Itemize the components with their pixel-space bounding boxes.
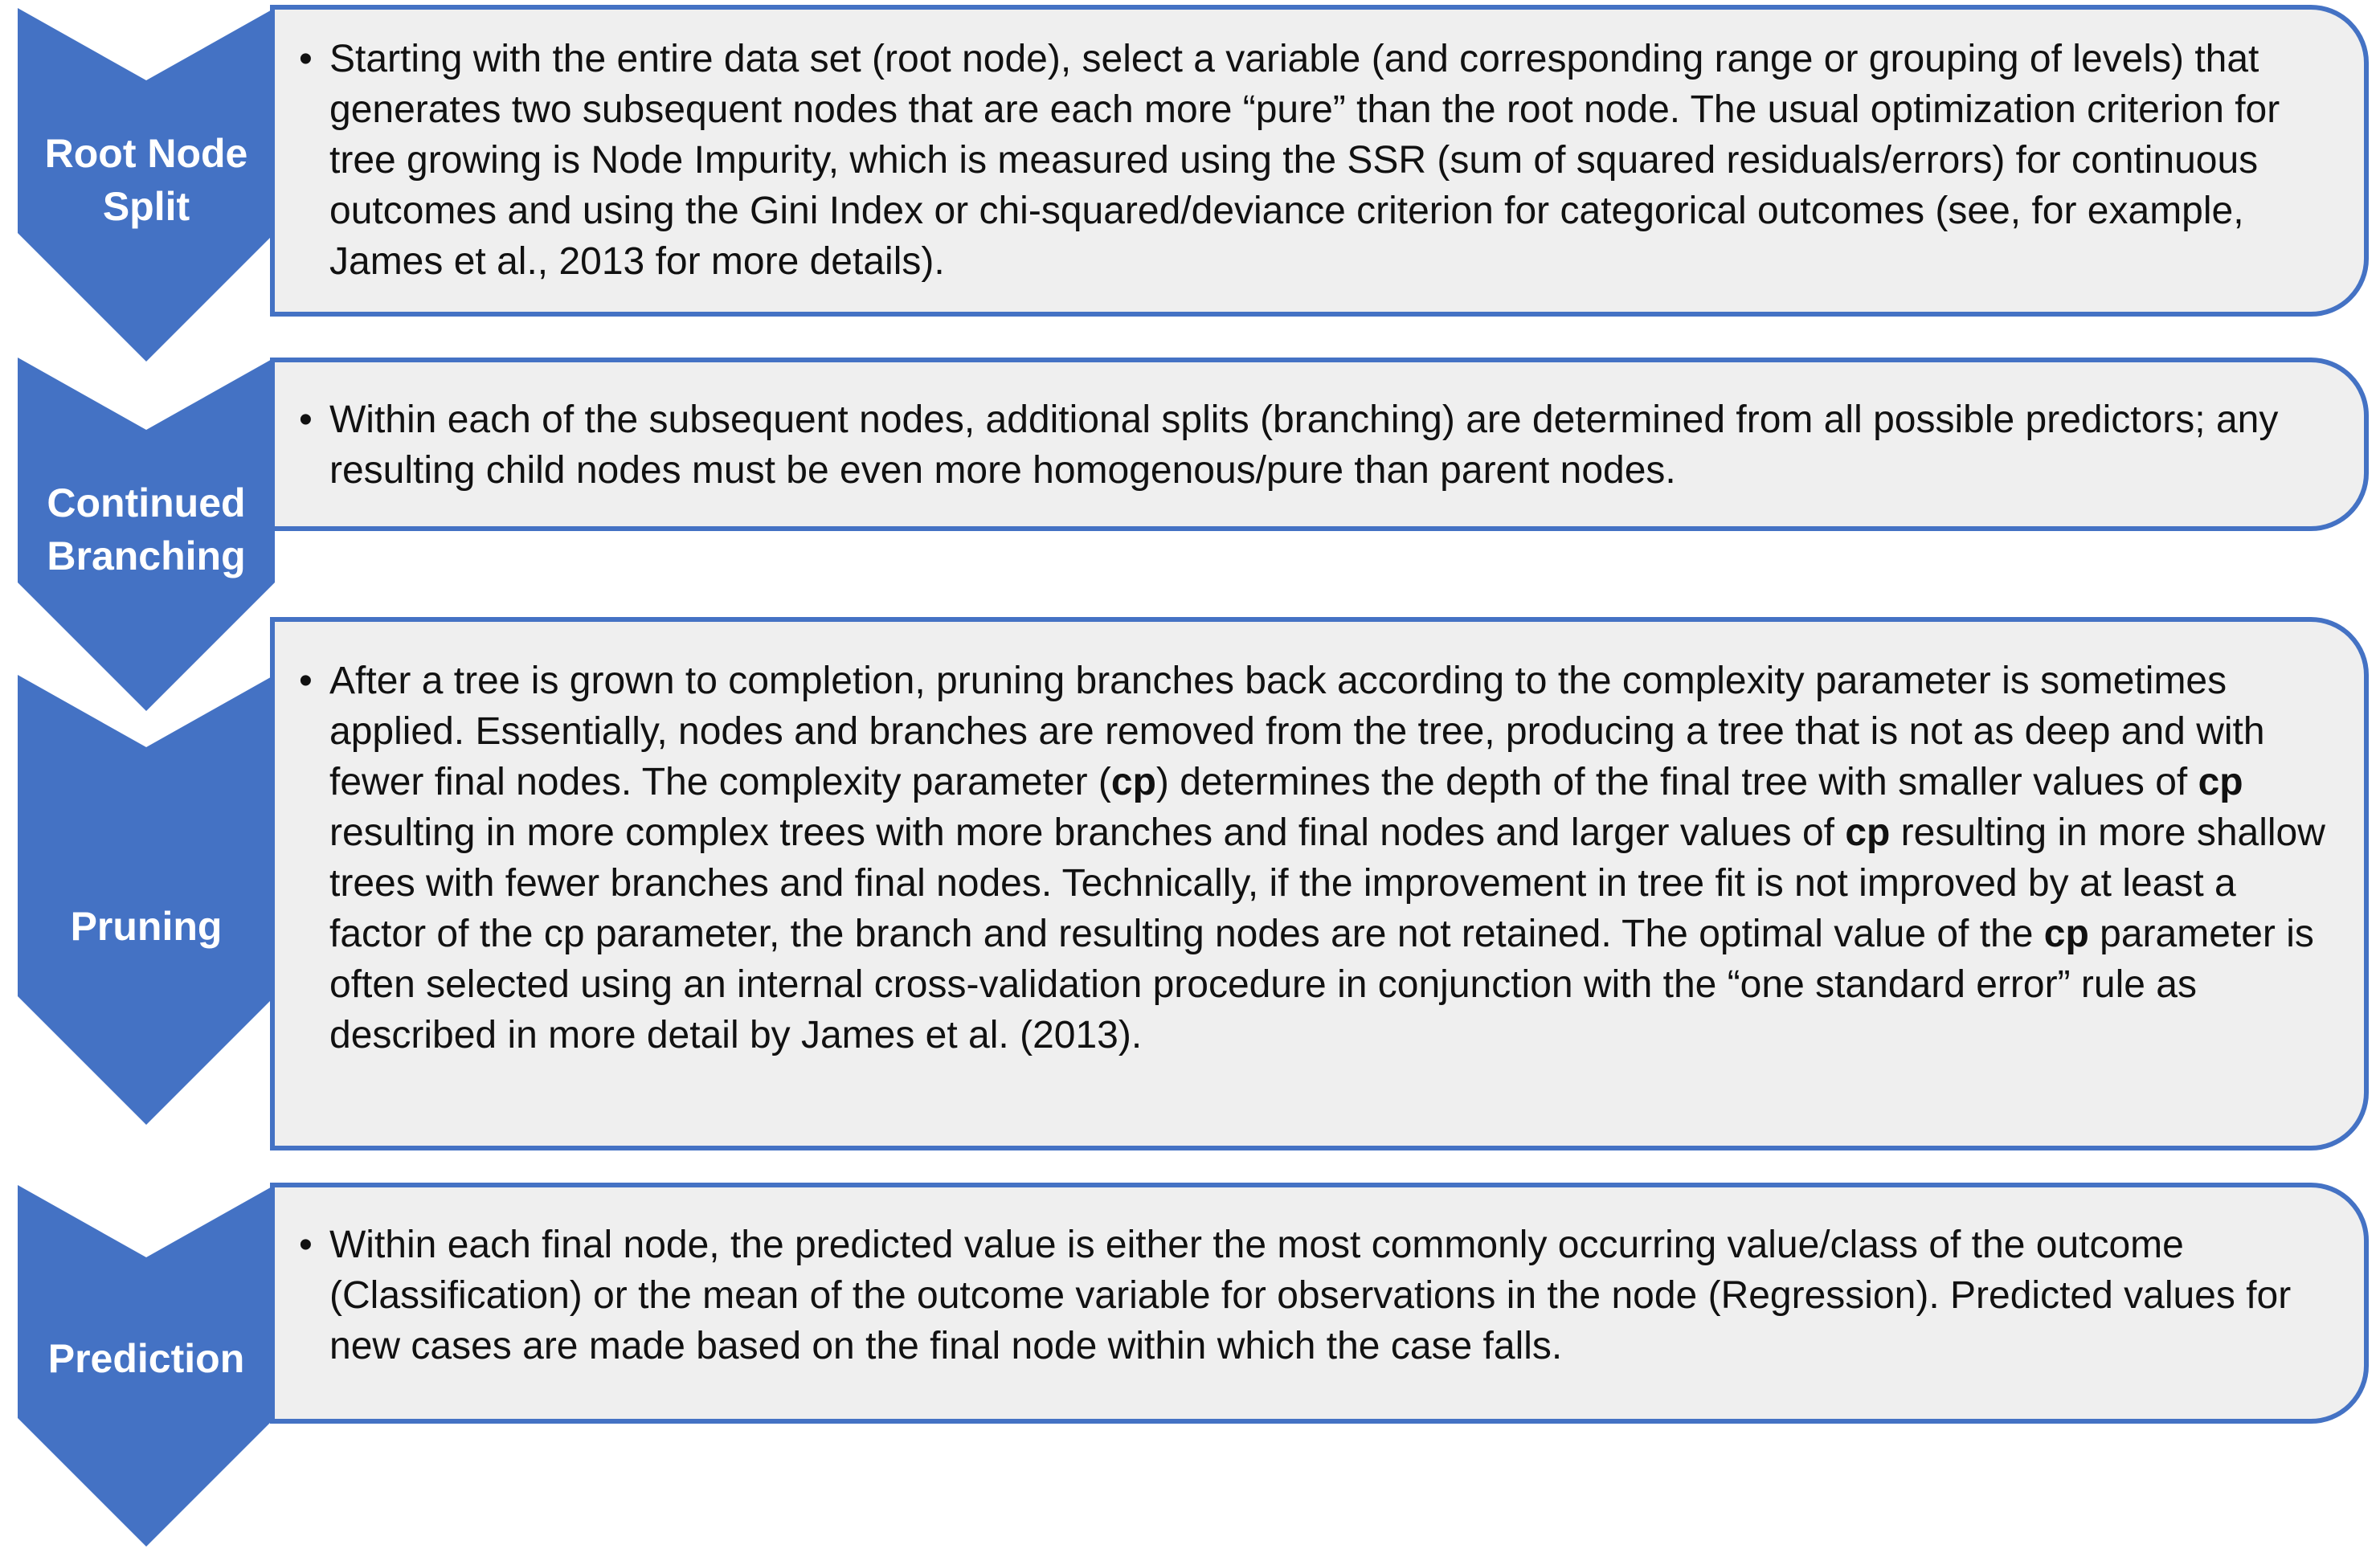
step-label-line: Branching [47, 533, 246, 578]
cp-term: cp [2198, 761, 2243, 803]
step-label [18, 476, 275, 582]
step-label [18, 900, 275, 953]
bullet-text: Within each final node, the predicted value is either the most commonly occurring value/class of the outcome (Classification) or the mean of the outcome variable for observations in the node (Regression). Predicted values for new cases are made based on the final node within which the case falls. [329, 1224, 2292, 1367]
bullet-icon: • [299, 660, 313, 702]
bullet-item [299, 1220, 2332, 1371]
text-run: ) determines the depth of the final tree with smaller values of [1155, 761, 2198, 803]
bullet-item [299, 394, 2332, 496]
step-description-box [270, 358, 2369, 531]
bullet-text: Starting with the entire data set (root node), select a variable (and corresponding range or grouping of levels) that generates two subsequent nodes that are each more “pure” than the root node. The usual optimization criterion for tree growing is Node Impurity, which is measured using the SSR (sum of squared residuals/errors) for continuous outcomes and using the Gini Index or chi-squared/deviance criterion for categorical outcomes (see, for example, James et al., 2013 for more details). [329, 38, 2280, 283]
cp-term: cp [1845, 811, 1891, 854]
bullet-icon: • [299, 1224, 313, 1266]
step-label-line: Continued [47, 480, 246, 525]
step-chevron [18, 1185, 275, 1547]
step-label-line: Split [102, 184, 190, 229]
text-run: resulting in more shallow trees with fewer branches and final nodes. Technically, if the improvement in tree fit is not improved by at least a factor of the cp parameter, the branch and resulting nodes are not retained. The optimal value of the [329, 811, 2325, 955]
text-run: After a tree is grown to completion, pruning branches back according to the complexity parameter is sometimes applied. Essentially, nodes and branches are removed from the tree, producing a tree that is not as deep and with fewer final nodes. The complexity parameter ( [329, 660, 2265, 803]
text-run: resulting in more complex trees with more branches and final nodes and larger values of [329, 811, 1846, 854]
step-label [18, 1332, 275, 1385]
step-label-line: Root Node [44, 131, 248, 176]
step-label-line: Prediction [47, 1336, 245, 1381]
step-chevron [18, 358, 275, 711]
step-label [18, 127, 275, 233]
step-description-box [270, 5, 2369, 317]
step-label-line: Pruning [70, 904, 223, 949]
step-chevron [18, 8, 275, 362]
bullet-item [299, 34, 2332, 287]
cp-term: cp [2043, 913, 2089, 955]
step-description-box [270, 617, 2369, 1150]
bullet-text: Within each of the subsequent nodes, additional splits (branching) are determined from all possible predictors; any resulting child nodes must be even more homogenous/pure than parent nodes. [329, 398, 2279, 492]
step-description-box [270, 1183, 2369, 1424]
bullet-icon: • [299, 398, 313, 441]
bullet-item [299, 656, 2332, 1061]
cp-term: cp [1110, 761, 1156, 803]
bullet-text [329, 660, 2325, 1056]
step-chevron [18, 675, 275, 1125]
bullet-icon: • [299, 38, 313, 80]
text-run: parameter is often selected using an internal cross-validation procedure in conjunction with the “one standard error” rule as described in more detail by James et al. (2013). [329, 913, 2314, 1056]
